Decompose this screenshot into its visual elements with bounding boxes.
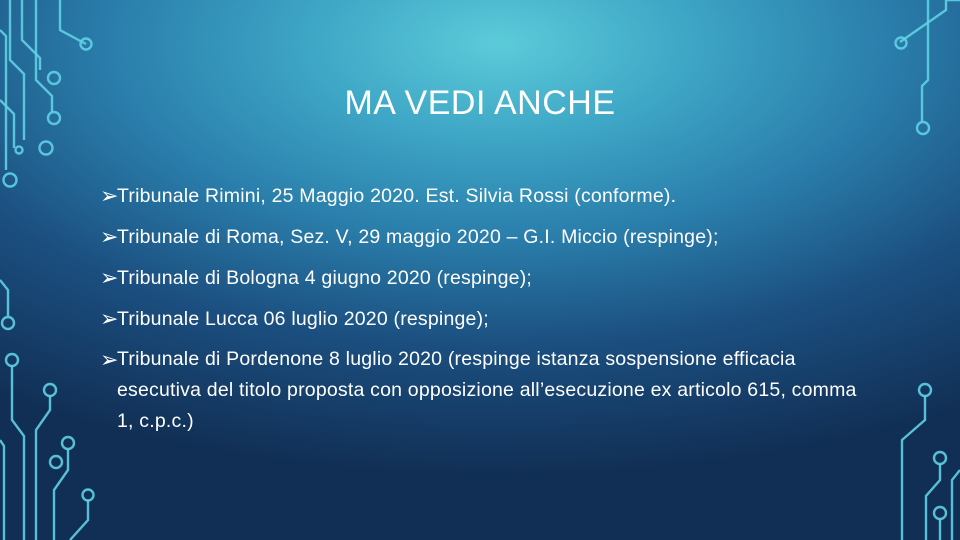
arrow-bullet-icon: ➢ <box>100 347 119 372</box>
list-item-text: Tribunale di Roma, Sez. V, 29 maggio 2020 – G.I. Miccio (respinge); <box>117 226 719 248</box>
list-item <box>100 344 860 437</box>
arrow-bullet-icon: ➢ <box>100 306 119 331</box>
list-item-text: Tribunale Rimini, 25 Maggio 2020. Est. Silvia Rossi (conforme). <box>117 185 677 207</box>
list-item <box>100 180 860 212</box>
list-item <box>100 303 860 335</box>
arrow-bullet-icon: ➢ <box>100 265 119 290</box>
bullet-list <box>100 180 860 446</box>
arrow-bullet-icon: ➢ <box>100 183 119 208</box>
list-item-text: Tribunale di Pordenone 8 luglio 2020 (respinge istanza sospensione efficacia esecutiva del titolo proposta con opposizione all’esecuzione ex articolo 615, comma 1, c.p.c.) <box>117 348 857 432</box>
arrow-bullet-icon: ➢ <box>100 224 119 249</box>
list-item-text: Tribunale di Bologna 4 giugno 2020 (respinge); <box>117 267 533 289</box>
list-item <box>100 221 860 253</box>
list-item-text: Tribunale Lucca 06 luglio 2020 (respinge); <box>117 308 489 330</box>
list-item <box>100 262 860 294</box>
slide-title: MA VEDI ANCHE <box>344 84 616 122</box>
